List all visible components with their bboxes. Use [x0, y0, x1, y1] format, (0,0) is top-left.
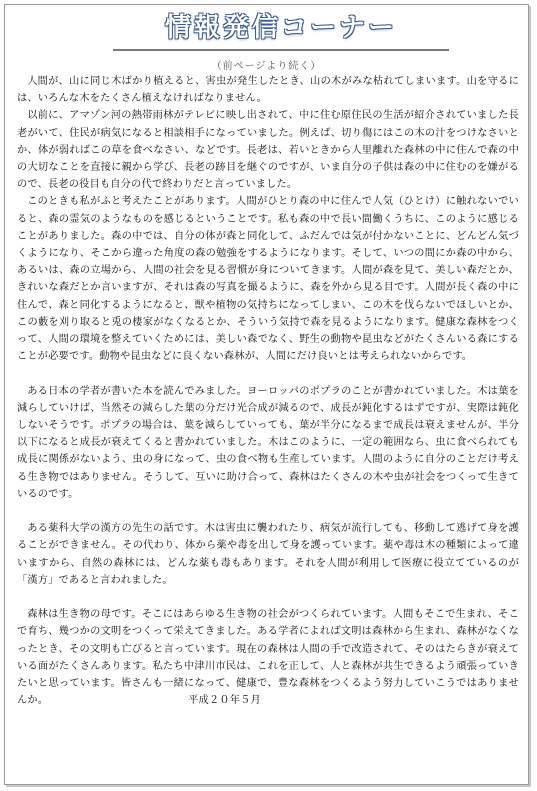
paragraph-gap [17, 589, 519, 606]
date-signature: 平成２０年５月 [188, 695, 261, 707]
paragraph-text: 森林は生き物の母です。そこにはあらゆる生き物の社会がつくられています。人間もそこで生まれ、そこで育ち、幾つかの文明をつくって栄えてきました。ある学者によれば文明は森林から生まれ、森林がなくなったとき、その文明も亡びると言っています。現在の森林は人間の手で改造されて、そのはたらきが衰えている面がたくさんあります。私たち中津川市民は、これを正して、人と森林が共生できるよう頑張っていきたいと思っています。皆さんも一緒になって、健康で、豊な森林をつくるよう努力していこうではありませんか。 [17, 609, 519, 707]
page-title: 情報発信コーナー [164, 13, 397, 43]
paragraph: 人間が、山に同じ木ばかり植えると、害虫が発生したとき、山の木がみな枯れてしまいます。山を守るには、いろんな木をたくさん植えなければなりません。 [17, 76, 519, 105]
paragraph: このときも私がふと考えたことがあります。人間がひとり森の中に住んで人気（ひとけ）に触れないでいると、森の霊気のようなものを感じるということです。私も森の中で長い間働くうちに、このように感じることがありました。森の中では、自分の体が森と同化して、ふだんでは気が付かないことに、どんどん気づくようになり、そこから違った角度の森の勉強をするようになります。そして、いつの間にか森の中から、あるいは、森の立場から、人間の社会を見る習慣が身についてきます。人間が森を見て、美しい森だとか、きれいな森だとか言いますが、それは森の写真を撮るように、森を外から見る目です。人間が長く森の中に住んで、森と同化するようになると、獣や植物の気持ちになってしまい、この木を伐らないでほしいとか、この藪を刈り取ると兎の棲家がなくなるとか、そういう気持で森を見るようになります。健康な森林をつくって、人間の環境を整えていくためには、美しい森でなく、野生の動物や昆虫などがたくさんいる森にすることが必要です。動物や昆虫などに良くない森林が、人間にだけ良いとは考えられないからです。 [17, 196, 519, 363]
paragraph-gap [17, 365, 519, 382]
heading [113, 11, 449, 51]
paragraph: 以前に、アマゾン河の熱帯雨林がテレビに映し出されて、中に住む原住民の生活が紹介されていました長老がいて、住民が病気になると相談相手になっていました。例えば、切り傷にはこの木の汁をつけなさいとか、体が弱ればこの草を食べなさい、などです。長老は、若いときから人里離れた森林の中に住んで森の中の大切なことを直接に親から学び、長老の跡目を継ぐのですが、いま自分の子供は森の中に住むのを嫌がるので、長老の役目も自分の代で終わりだと言っていました。 [17, 110, 519, 191]
document-page [4, 4, 529, 785]
continued-note: （前ページより続く） [211, 61, 322, 72]
paragraph: ある薬科大学の漢方の先生の話です。木は害虫に襲われたり、病気が流行しても、移動して逃げて身を護ることができません。その代わり、体から薬や毒を出して身を護っています。薬や毒は木の種類によって違いますから、自然の森林には、どんな薬も毒もあります。それを人間が利用して医療に役立てているのが「漢方」であると言われました。 [17, 523, 519, 586]
paragraph: ある日本の学者が書いた本を読んでみました。ヨーロッパのポプラのことが書かれていました。木は葉を減らしていけば、当然その減らした葉の分だけ光合成が減るので、成長が鈍化するはずですが、実際は鈍化しないそうです。ポプラの場合は、葉を減らしていっても、葉が半分になるまで成長は衰えませんが、半分以下になると成長が衰えてくると書かれていました。木はこのように、一定の範囲なら、虫に食べられても成長に関係がないよう、虫の身になって、虫の食べ物も生産しています。人間のように自分のことだけ考える生き物ではありません。そうして、互いに助け合って、森林はたくさんの木や虫が社会をつくって生きているのです。 [17, 385, 519, 500]
paragraph-gap [17, 503, 519, 520]
article-body [17, 73, 519, 709]
title-underline [113, 49, 449, 51]
paragraph-last [17, 606, 519, 709]
